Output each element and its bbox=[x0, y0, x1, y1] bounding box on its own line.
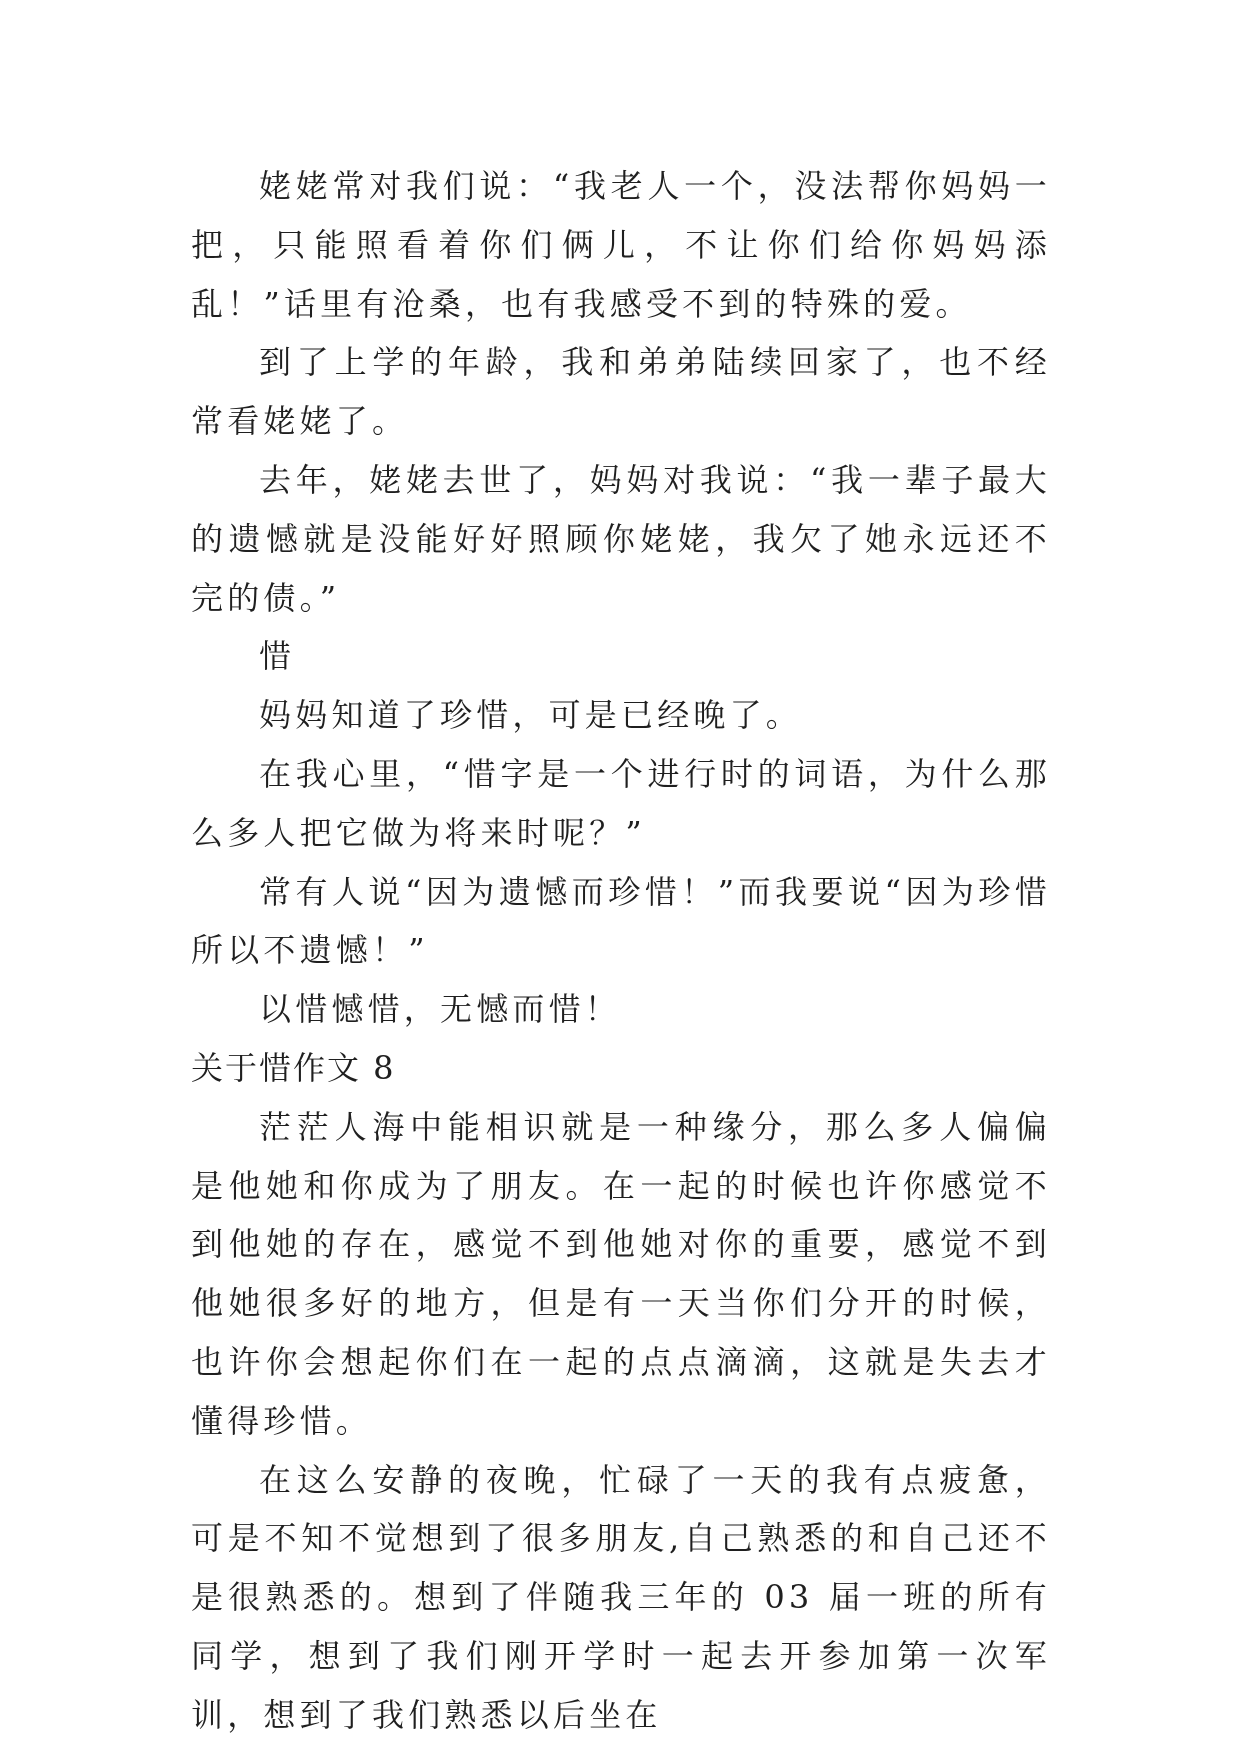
paragraph: 以惜憾惜，无憾而惜！ bbox=[259, 990, 622, 1029]
paragraph: 茫茫人海中能相识就是一种缘分，那么多人偏偏是他她和你成为了朋友。在一起的时候也许你感觉不到他她的存在，感觉不到他她对你的重要，感觉不到他她很多好的地方，但是有一天当你们分开的时候，也许你会想起你们在一起的点点滴滴，这就是失去才懂得珍惜。 bbox=[191, 1107, 1051, 1440]
paragraph: 常有人说“因为遗憾而珍惜！”而我要说“因为珍惜所以不遗憾！” bbox=[191, 872, 1051, 970]
paragraph: 在这么安静的夜晚，忙碌了一天的我有点疲惫，可是不知不觉想到了很多朋友,自己熟悉的和自己还不是很熟悉的。想到了伴随我三年的 03 届一班的所有同学，想到了我们刚开学时一起去开参加第一次军训，想到了我们熟悉以后坐在 bbox=[191, 1460, 1051, 1734]
paragraph: 惜 bbox=[259, 637, 296, 676]
paragraph: 妈妈知道了珍惜，可是已经晚了。 bbox=[259, 696, 803, 735]
paragraph: 到了上学的年龄，我和弟弟陆续回家了，也不经常看姥姥了。 bbox=[191, 343, 1051, 441]
paragraph: 去年，姥姥去世了，妈妈对我说：“我一辈子最大的遗憾就是没能好好照顾你姥姥，我欠了她永远还不完的债。” bbox=[191, 460, 1051, 617]
section-heading: 关于惜作文 8 bbox=[191, 1048, 396, 1087]
paragraph: 在我心里，“惜字是一个进行时的词语，为什么那么多人把它做为将来时呢？” bbox=[191, 754, 1051, 852]
paragraph: 姥姥常对我们说：“我老人一个，没法帮你妈妈一把，只能照看着你们俩儿，不让你们给你妈妈添乱！”话里有沧桑，也有我感受不到的特殊的爱。 bbox=[191, 167, 1051, 323]
document-body bbox=[191, 157, 1051, 1745]
